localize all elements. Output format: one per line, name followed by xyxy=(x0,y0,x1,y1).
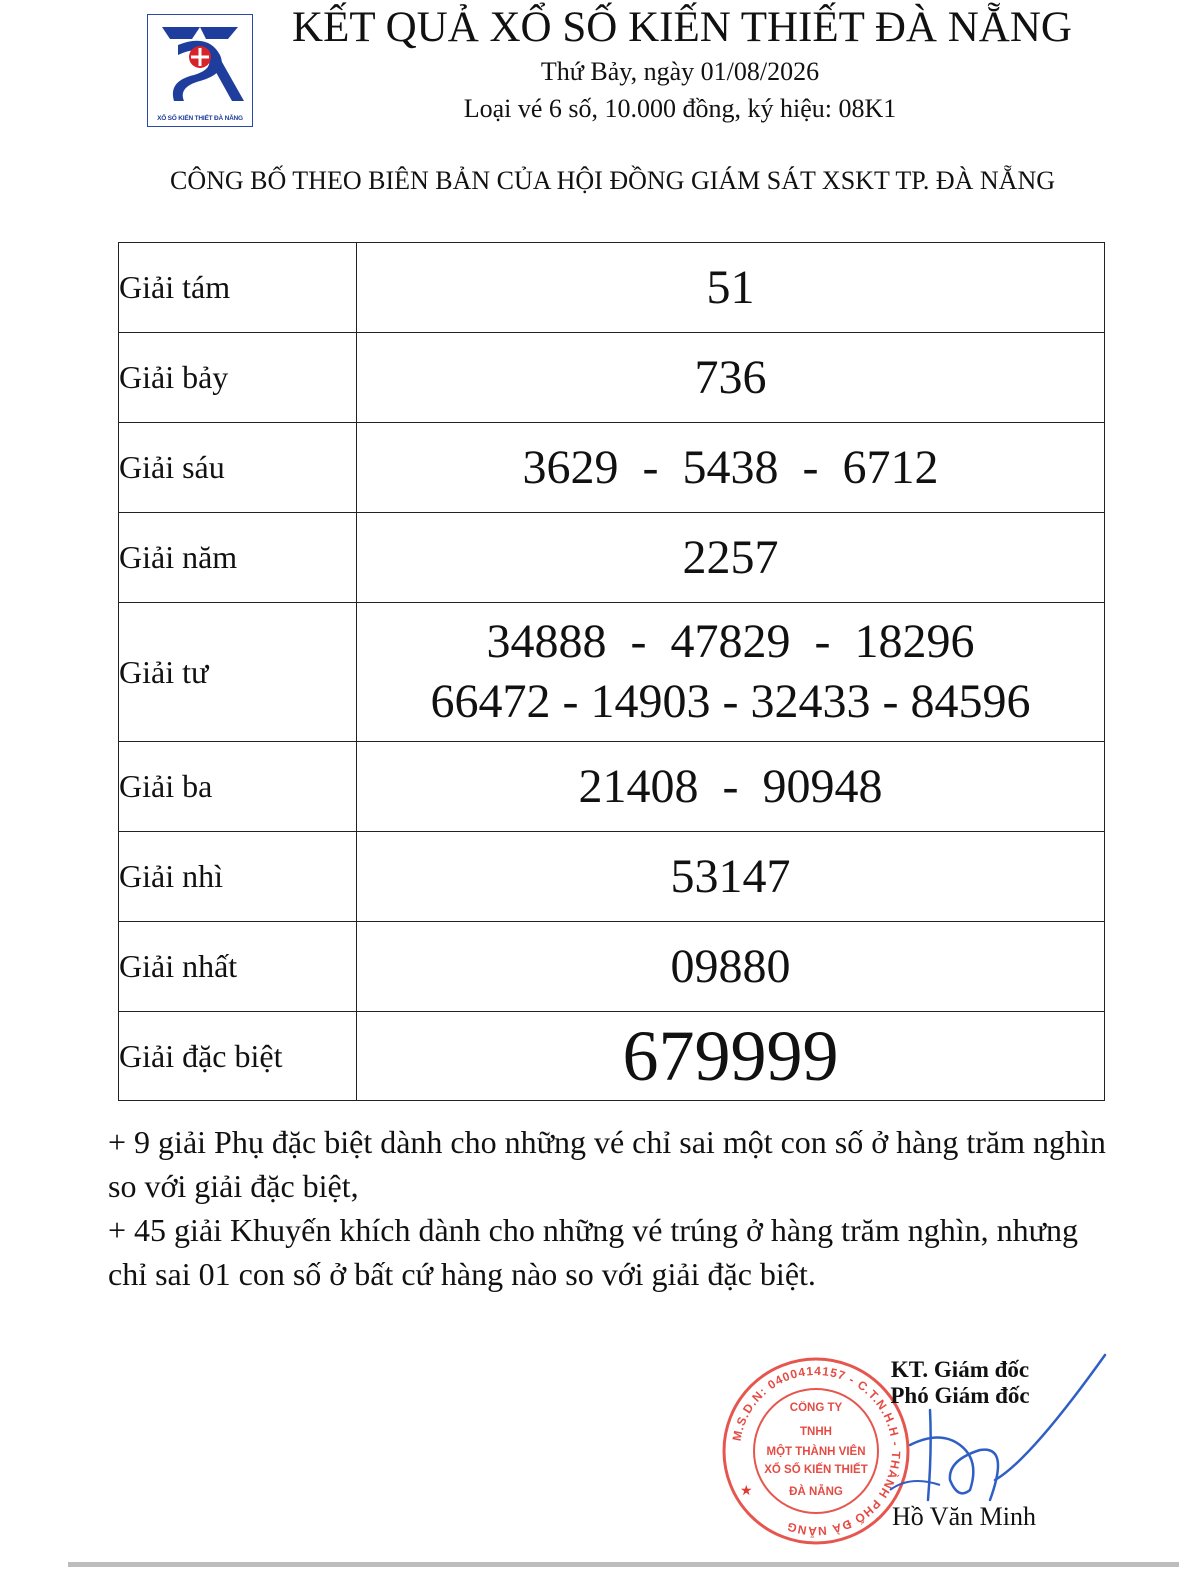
signer-title-line2: Phó Giám đốc xyxy=(890,1383,1030,1408)
stamp-line: CÔNG TY xyxy=(789,1402,843,1414)
table-row xyxy=(119,423,1105,513)
prize-name: Giải sáu xyxy=(119,423,357,513)
results-table xyxy=(118,242,1105,1101)
ticket-info: Loại vé 6 số, 10.000 đồng, ký hiệu: 08K1 xyxy=(463,94,897,123)
table-row xyxy=(119,333,1105,423)
prize-value: 21408 - 90948 xyxy=(357,742,1105,832)
prize-value: 34888 - 47829 - 18296 66472 - 14903 - 32433 - 84596 xyxy=(357,603,1105,742)
table-row xyxy=(119,922,1105,1012)
page-bottom-divider xyxy=(68,1562,1179,1567)
prize-value: 736 xyxy=(357,333,1105,423)
prize-name: Giải tư xyxy=(119,603,357,742)
stamp-star-icon: ★ xyxy=(740,1484,753,1499)
prize-name: Giải ba xyxy=(119,742,357,832)
handwritten-signature xyxy=(870,1350,1110,1510)
prize-value: 3629 - 5438 - 6712 xyxy=(357,423,1105,513)
stamp-ring-text: M.S.D.N: 0400414157 - C.T.N.H.H - THÀNH PHỐ ĐÀ NẴNG xyxy=(729,1363,904,1539)
table-row xyxy=(119,603,1105,742)
stamp-line: TNHH xyxy=(800,1426,832,1438)
lottery-logo xyxy=(147,14,253,127)
table-row xyxy=(119,243,1105,333)
announcement: CÔNG BỐ THEO BIÊN BẢN CỦA HỘI ĐỒNG GIÁM SÁT XSKT TP. ĐÀ NẴNG xyxy=(169,166,1055,195)
prize-value: 09880 xyxy=(357,922,1105,1012)
prize-name: Giải tám xyxy=(119,243,357,333)
table-row xyxy=(119,1012,1105,1101)
prize-value: 2257 xyxy=(357,513,1105,603)
prize-name: Giải đặc biệt xyxy=(119,1012,357,1101)
signer-title-line1: KT. Giám đốc xyxy=(890,1357,1030,1382)
draw-date: Thứ Bảy, ngày 01/08/2026 xyxy=(540,57,820,86)
prize-name: Giải năm xyxy=(119,513,357,603)
lottery-logo-icon xyxy=(148,15,252,109)
note-encouragement: + 45 giải Khuyến khích dành cho những vé trúng ở hàng trăm nghìn, nhưng chỉ sai 01 con số ở bất cứ hàng nào so với giải đặc biệt. xyxy=(108,1212,1078,1292)
prize-name: Giải nhì xyxy=(119,832,357,922)
prize-value: 51 xyxy=(357,243,1105,333)
note-consolation-special: + 9 giải Phụ đặc biệt dành cho những vé chỉ sai một con số ở hàng trăm nghìn so với giải đặc biệt, xyxy=(108,1124,1106,1204)
table-row xyxy=(119,742,1105,832)
table-row xyxy=(119,513,1105,603)
table-row xyxy=(119,832,1105,922)
notes xyxy=(108,1120,1108,1296)
prize-name: Giải bảy xyxy=(119,333,357,423)
signer-name: Hồ Văn Minh xyxy=(892,1502,1036,1531)
special-prize-value: 679999 xyxy=(357,1012,1105,1101)
stamp-line: ĐÀ NẴNG xyxy=(789,1486,843,1498)
page-title: KẾT QUẢ XỔ SỐ KIẾN THIẾT ĐÀ NẴNG xyxy=(292,4,1072,51)
stamp-line: XỔ SỐ KIẾN THIẾT xyxy=(764,1464,868,1476)
stamp-line: MỘT THÀNH VIÊN xyxy=(766,1446,866,1458)
prize-name: Giải nhất xyxy=(119,922,357,1012)
logo-caption: XỔ SỐ KIẾN THIẾT ĐÀ NẴNG xyxy=(157,115,243,122)
prize-value: 53147 xyxy=(357,832,1105,922)
